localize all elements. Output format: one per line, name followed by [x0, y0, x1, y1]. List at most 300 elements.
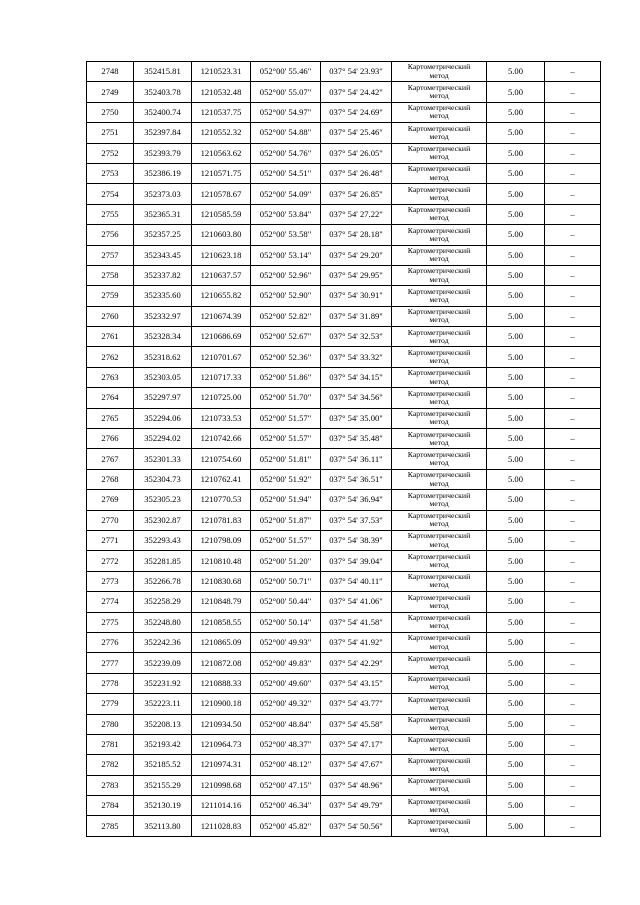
x-coordinate-cell: 352343.45 [134, 245, 192, 265]
note-cell: – [545, 429, 601, 449]
x-coordinate-cell: 352305.23 [134, 490, 192, 510]
table-row [87, 469, 601, 489]
y-coordinate-cell: 1210655.82 [192, 286, 251, 306]
method-line-2: метод [429, 580, 449, 590]
longitude-cell: 037° 54' 36.94" [321, 490, 392, 510]
point-number-cell: 2760 [87, 306, 134, 326]
y-coordinate-cell: 1210578.67 [192, 184, 251, 204]
method-line-1: Картометрический [407, 347, 471, 357]
method-cell [392, 82, 487, 102]
table-row [87, 775, 601, 795]
point-number-cell: 2774 [87, 592, 134, 612]
y-coordinate-cell: 1210798.09 [192, 530, 251, 550]
point-number-cell: 2781 [87, 734, 134, 754]
method-cell [392, 327, 487, 347]
accuracy-cell: 5.00 [487, 388, 545, 408]
note-cell: – [545, 388, 601, 408]
accuracy-cell: 5.00 [487, 327, 545, 347]
point-number-cell: 2767 [87, 449, 134, 469]
accuracy-cell: 5.00 [487, 775, 545, 795]
x-coordinate-cell: 352304.73 [134, 469, 192, 489]
table-row [87, 62, 601, 82]
accuracy-cell: 5.00 [487, 551, 545, 571]
point-number-cell: 2778 [87, 673, 134, 693]
latitude-cell: 052°00' 46.34" [251, 796, 321, 816]
note-cell: – [545, 143, 601, 163]
method-cell [392, 184, 487, 204]
point-number-cell: 2749 [87, 82, 134, 102]
method-cell [392, 632, 487, 652]
method-cell [392, 734, 487, 754]
note-cell: – [545, 796, 601, 816]
latitude-cell: 052°00' 51.20" [251, 551, 321, 571]
method-line-2: метод [429, 274, 449, 284]
table-row [87, 551, 601, 571]
method-line-1: Картометрический [407, 653, 471, 663]
latitude-cell: 052°00' 51.70" [251, 388, 321, 408]
method-cell [392, 694, 487, 714]
latitude-cell: 052°00' 48.84" [251, 714, 321, 734]
table-row [87, 816, 601, 836]
latitude-cell: 052°00' 49.32" [251, 694, 321, 714]
x-coordinate-cell: 352301.33 [134, 449, 192, 469]
method-line-1: Картометрический [407, 572, 471, 582]
table-row [87, 653, 601, 673]
latitude-cell: 052°00' 52.36" [251, 347, 321, 367]
method-cell [392, 286, 487, 306]
note-cell: – [545, 592, 601, 612]
method-line-2: метод [429, 193, 449, 203]
method-line-1: Картометрический [407, 470, 471, 480]
accuracy-cell: 5.00 [487, 163, 545, 183]
table-row [87, 632, 601, 652]
y-coordinate-cell: 1210974.31 [192, 755, 251, 775]
point-number-cell: 2763 [87, 367, 134, 387]
longitude-cell: 037° 54' 50.56" [321, 816, 392, 836]
method-line-2: метод [429, 682, 449, 692]
longitude-cell: 037° 54' 42.29" [321, 653, 392, 673]
method-cell [392, 347, 487, 367]
x-coordinate-cell: 352185.52 [134, 755, 192, 775]
method-line-2: метод [429, 111, 449, 121]
point-number-cell: 2754 [87, 184, 134, 204]
method-line-1: Картометрический [407, 592, 471, 602]
latitude-cell: 052°00' 47.15" [251, 775, 321, 795]
method-line-2: метод [429, 600, 449, 610]
method-line-1: Картометрический [407, 674, 471, 684]
point-number-cell: 2752 [87, 143, 134, 163]
longitude-cell: 037° 54' 36.51" [321, 469, 392, 489]
y-coordinate-cell: 1210830.68 [192, 571, 251, 591]
longitude-cell: 037° 54' 29.95" [321, 265, 392, 285]
table-row [87, 592, 601, 612]
y-coordinate-cell: 1210998.68 [192, 775, 251, 795]
note-cell: – [545, 632, 601, 652]
x-coordinate-cell: 352130.19 [134, 796, 192, 816]
y-coordinate-cell: 1210848.79 [192, 592, 251, 612]
latitude-cell: 052°00' 51.86" [251, 367, 321, 387]
method-line-2: метод [429, 335, 449, 345]
longitude-cell: 037° 54' 26.48" [321, 163, 392, 183]
point-number-cell: 2762 [87, 347, 134, 367]
longitude-cell: 037° 54' 29.20" [321, 245, 392, 265]
method-line-2: метод [429, 498, 449, 508]
accuracy-cell: 5.00 [487, 225, 545, 245]
latitude-cell: 052°00' 50.44" [251, 592, 321, 612]
note-cell: – [545, 286, 601, 306]
accuracy-cell: 5.00 [487, 796, 545, 816]
method-line-1: Картометрический [407, 490, 471, 500]
method-line-1: Картометрический [407, 266, 471, 276]
accuracy-cell: 5.00 [487, 347, 545, 367]
y-coordinate-cell: 1210552.32 [192, 123, 251, 143]
accuracy-cell: 5.00 [487, 734, 545, 754]
longitude-cell: 037° 54' 30.91" [321, 286, 392, 306]
note-cell: – [545, 367, 601, 387]
table-row [87, 225, 601, 245]
point-number-cell: 2783 [87, 775, 134, 795]
y-coordinate-cell: 1210754.60 [192, 449, 251, 469]
method-cell [392, 225, 487, 245]
point-number-cell: 2765 [87, 408, 134, 428]
y-coordinate-cell: 1210934.50 [192, 714, 251, 734]
latitude-cell: 052°00' 51.87" [251, 510, 321, 530]
table-row [87, 796, 601, 816]
method-cell [392, 408, 487, 428]
table-row [87, 102, 601, 122]
table-row [87, 408, 601, 428]
latitude-cell: 052°00' 51.94" [251, 490, 321, 510]
longitude-cell: 037° 54' 32.53" [321, 327, 392, 347]
table-row [87, 327, 601, 347]
latitude-cell: 052°00' 54.97" [251, 102, 321, 122]
method-line-1: Картометрический [407, 388, 471, 398]
method-line-1: Картометрический [407, 776, 471, 786]
latitude-cell: 052°00' 52.90" [251, 286, 321, 306]
method-cell [392, 388, 487, 408]
y-coordinate-cell: 1210717.33 [192, 367, 251, 387]
table-row [87, 429, 601, 449]
point-number-cell: 2761 [87, 327, 134, 347]
longitude-cell: 037° 54' 26.85" [321, 184, 392, 204]
accuracy-cell: 5.00 [487, 245, 545, 265]
point-number-cell: 2759 [87, 286, 134, 306]
method-cell [392, 143, 487, 163]
method-cell [392, 571, 487, 591]
note-cell: – [545, 327, 601, 347]
longitude-cell: 037° 54' 45.58" [321, 714, 392, 734]
latitude-cell: 052°00' 55.07" [251, 82, 321, 102]
latitude-cell: 052°00' 54.51" [251, 163, 321, 183]
y-coordinate-cell: 1210686.69 [192, 327, 251, 347]
latitude-cell: 052°00' 50.14" [251, 612, 321, 632]
table-row [87, 673, 601, 693]
method-cell [392, 755, 487, 775]
method-line-1: Картометрический [407, 225, 471, 235]
x-coordinate-cell: 352303.05 [134, 367, 192, 387]
y-coordinate-cell: 1210701.67 [192, 347, 251, 367]
table-row [87, 163, 601, 183]
x-coordinate-cell: 352113.80 [134, 816, 192, 836]
latitude-cell: 052°00' 49.93" [251, 632, 321, 652]
latitude-cell: 052°00' 55.46" [251, 62, 321, 82]
x-coordinate-cell: 352337.82 [134, 265, 192, 285]
accuracy-cell: 5.00 [487, 265, 545, 285]
point-number-cell: 2751 [87, 123, 134, 143]
longitude-cell: 037° 54' 41.92" [321, 632, 392, 652]
longitude-cell: 037° 54' 24.69" [321, 102, 392, 122]
table-row [87, 755, 601, 775]
note-cell: – [545, 102, 601, 122]
note-cell: – [545, 714, 601, 734]
method-line-1: Картометрический [407, 82, 471, 92]
y-coordinate-cell: 1210888.33 [192, 673, 251, 693]
note-cell: – [545, 551, 601, 571]
table-row [87, 571, 601, 591]
method-cell [392, 62, 487, 82]
y-coordinate-cell: 1210725.00 [192, 388, 251, 408]
note-cell: – [545, 755, 601, 775]
method-line-2: метод [429, 356, 449, 366]
latitude-cell: 052°00' 49.83" [251, 653, 321, 673]
y-coordinate-cell: 1210781.83 [192, 510, 251, 530]
longitude-cell: 037° 54' 35.48" [321, 429, 392, 449]
method-line-1: Картометрический [407, 714, 471, 724]
method-line-2: метод [429, 376, 449, 386]
x-coordinate-cell: 352373.03 [134, 184, 192, 204]
table-row [87, 612, 601, 632]
accuracy-cell: 5.00 [487, 530, 545, 550]
note-cell: – [545, 571, 601, 591]
table-row [87, 388, 601, 408]
method-line-1: Картометрический [407, 164, 471, 174]
accuracy-cell: 5.00 [487, 653, 545, 673]
method-cell [392, 469, 487, 489]
point-number-cell: 2764 [87, 388, 134, 408]
accuracy-cell: 5.00 [487, 592, 545, 612]
method-cell [392, 429, 487, 449]
longitude-cell: 037° 54' 25.46" [321, 123, 392, 143]
accuracy-cell: 5.00 [487, 102, 545, 122]
method-line-1: Картометрический [407, 123, 471, 133]
longitude-cell: 037° 54' 35.00" [321, 408, 392, 428]
method-cell [392, 510, 487, 530]
accuracy-cell: 5.00 [487, 490, 545, 510]
accuracy-cell: 5.00 [487, 510, 545, 530]
x-coordinate-cell: 352400.74 [134, 102, 192, 122]
point-number-cell: 2784 [87, 796, 134, 816]
x-coordinate-cell: 352242.36 [134, 632, 192, 652]
y-coordinate-cell: 1210603.80 [192, 225, 251, 245]
accuracy-cell: 5.00 [487, 449, 545, 469]
method-cell [392, 551, 487, 571]
table-row [87, 530, 601, 550]
table-row [87, 734, 601, 754]
latitude-cell: 052°00' 54.88" [251, 123, 321, 143]
accuracy-cell: 5.00 [487, 694, 545, 714]
x-coordinate-cell: 352231.92 [134, 673, 192, 693]
y-coordinate-cell: 1210571.75 [192, 163, 251, 183]
x-coordinate-cell: 352386.19 [134, 163, 192, 183]
point-number-cell: 2777 [87, 653, 134, 673]
y-coordinate-cell: 1210810.48 [192, 551, 251, 571]
method-line-1: Картометрический [407, 796, 471, 806]
method-line-1: Картометрический [407, 327, 471, 337]
accuracy-cell: 5.00 [487, 204, 545, 224]
method-line-2: метод [429, 702, 449, 712]
x-coordinate-cell: 352403.78 [134, 82, 192, 102]
point-number-cell: 2753 [87, 163, 134, 183]
note-cell: – [545, 347, 601, 367]
latitude-cell: 052°00' 49.60" [251, 673, 321, 693]
longitude-cell: 037° 54' 31.89" [321, 306, 392, 326]
note-cell: – [545, 82, 601, 102]
note-cell: – [545, 449, 601, 469]
longitude-cell: 037° 54' 23.93" [321, 62, 392, 82]
note-cell: – [545, 775, 601, 795]
accuracy-cell: 5.00 [487, 469, 545, 489]
note-cell: – [545, 123, 601, 143]
accuracy-cell: 5.00 [487, 816, 545, 836]
x-coordinate-cell: 352208.13 [134, 714, 192, 734]
longitude-cell: 037° 54' 37.53" [321, 510, 392, 530]
y-coordinate-cell: 1210762.41 [192, 469, 251, 489]
latitude-cell: 052°00' 48.12" [251, 755, 321, 775]
method-line-1: Картометрический [407, 531, 471, 541]
latitude-cell: 052°00' 54.09" [251, 184, 321, 204]
accuracy-cell: 5.00 [487, 612, 545, 632]
point-number-cell: 2780 [87, 714, 134, 734]
method-line-2: метод [429, 213, 449, 223]
latitude-cell: 052°00' 45.82" [251, 816, 321, 836]
accuracy-cell: 5.00 [487, 408, 545, 428]
method-cell [392, 163, 487, 183]
latitude-cell: 052°00' 51.57" [251, 530, 321, 550]
method-line-2: метод [429, 763, 449, 773]
x-coordinate-cell: 352332.97 [134, 306, 192, 326]
latitude-cell: 052°00' 51.57" [251, 408, 321, 428]
y-coordinate-cell: 1210637.57 [192, 265, 251, 285]
note-cell: – [545, 265, 601, 285]
note-cell: – [545, 62, 601, 82]
y-coordinate-cell: 1210623.18 [192, 245, 251, 265]
method-line-2: метод [429, 804, 449, 814]
method-cell [392, 530, 487, 550]
table-row [87, 449, 601, 469]
method-line-2: метод [429, 131, 449, 141]
method-line-2: метод [429, 784, 449, 794]
method-line-2: метод [429, 294, 449, 304]
method-line-1: Картометрический [407, 449, 471, 459]
x-coordinate-cell: 352302.87 [134, 510, 192, 530]
longitude-cell: 037° 54' 33.32" [321, 347, 392, 367]
note-cell: – [545, 673, 601, 693]
method-line-1: Картометрический [407, 103, 471, 113]
method-line-1: Картометрический [407, 144, 471, 154]
point-number-cell: 2770 [87, 510, 134, 530]
x-coordinate-cell: 352297.97 [134, 388, 192, 408]
note-cell: – [545, 306, 601, 326]
method-cell [392, 490, 487, 510]
method-line-2: метод [429, 172, 449, 182]
point-number-cell: 2779 [87, 694, 134, 714]
note-cell: – [545, 204, 601, 224]
table-row [87, 714, 601, 734]
latitude-cell: 052°00' 51.57" [251, 429, 321, 449]
method-line-2: метод [429, 396, 449, 406]
accuracy-cell: 5.00 [487, 306, 545, 326]
method-line-1: Картометрический [407, 429, 471, 439]
method-cell [392, 714, 487, 734]
accuracy-cell: 5.00 [487, 429, 545, 449]
method-line-2: метод [429, 723, 449, 733]
point-number-cell: 2785 [87, 816, 134, 836]
point-number-cell: 2757 [87, 245, 134, 265]
point-number-cell: 2782 [87, 755, 134, 775]
method-line-2: метод [429, 315, 449, 325]
method-line-2: метод [429, 743, 449, 753]
x-coordinate-cell: 352293.43 [134, 530, 192, 550]
method-line-1: Картометрический [407, 368, 471, 378]
longitude-cell: 037° 54' 40.11" [321, 571, 392, 591]
method-line-2: метод [429, 539, 449, 549]
point-number-cell: 2773 [87, 571, 134, 591]
longitude-cell: 037° 54' 34.56" [321, 388, 392, 408]
latitude-cell: 052°00' 53.84" [251, 204, 321, 224]
method-cell [392, 102, 487, 122]
table-row [87, 265, 601, 285]
longitude-cell: 037° 54' 28.18" [321, 225, 392, 245]
method-line-1: Картометрический [407, 246, 471, 255]
method-line-2: метод [429, 519, 449, 529]
point-number-cell: 2766 [87, 429, 134, 449]
method-line-2: метод [429, 91, 449, 101]
y-coordinate-cell: 1210742.66 [192, 429, 251, 449]
longitude-cell: 037° 54' 48.96" [321, 775, 392, 795]
y-coordinate-cell: 1210770.53 [192, 490, 251, 510]
table-row [87, 347, 601, 367]
y-coordinate-cell: 1211028.83 [192, 816, 251, 836]
method-line-2: метод [429, 254, 449, 264]
method-line-2: метод [429, 825, 449, 835]
x-coordinate-cell: 352223.11 [134, 694, 192, 714]
method-line-1: Картометрический [407, 551, 471, 561]
longitude-cell: 037° 54' 39.04" [321, 551, 392, 571]
y-coordinate-cell: 1210563.62 [192, 143, 251, 163]
longitude-cell: 037° 54' 43.15" [321, 673, 392, 693]
x-coordinate-cell: 352357.25 [134, 225, 192, 245]
y-coordinate-cell: 1210865.09 [192, 632, 251, 652]
y-coordinate-cell: 1211014.16 [192, 796, 251, 816]
longitude-cell: 037° 54' 34.15" [321, 367, 392, 387]
method-line-1: Картометрический [407, 755, 471, 765]
x-coordinate-cell: 352294.06 [134, 408, 192, 428]
accuracy-cell: 5.00 [487, 714, 545, 734]
x-coordinate-cell: 352397.84 [134, 123, 192, 143]
x-coordinate-cell: 352335.60 [134, 286, 192, 306]
longitude-cell: 037° 54' 36.11" [321, 449, 392, 469]
y-coordinate-cell: 1210964.73 [192, 734, 251, 754]
table-row [87, 123, 601, 143]
point-number-cell: 2775 [87, 612, 134, 632]
table-row [87, 245, 601, 265]
accuracy-cell: 5.00 [487, 755, 545, 775]
point-number-cell: 2769 [87, 490, 134, 510]
accuracy-cell: 5.00 [487, 184, 545, 204]
accuracy-cell: 5.00 [487, 367, 545, 387]
longitude-cell: 037° 54' 47.67" [321, 755, 392, 775]
accuracy-cell: 5.00 [487, 143, 545, 163]
